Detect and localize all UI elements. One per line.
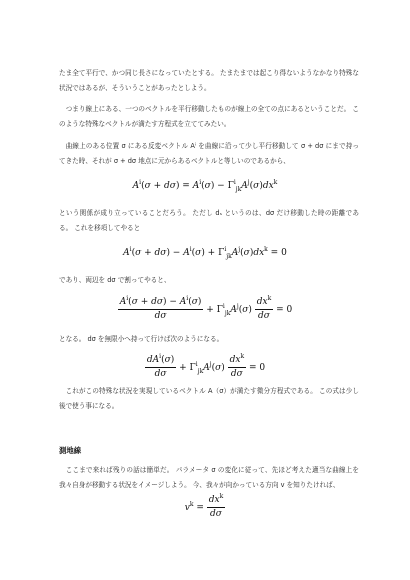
paragraph-5: であり、両辺を dσ で割ってやると、 bbox=[59, 276, 171, 284]
paragraph-4: という関係が成り立っていることだろう。 ただし dₛ というのは、dσ だけ移動した時の距離である。 これを移項してやると bbox=[59, 209, 359, 232]
paragraph-1: たま全て平行で、かつ同じ長さになっていたとする。 たまたまでは起こり得ないようなかなり特殊な状況ではあるが、そういうことがあったとしよう。 bbox=[59, 69, 359, 92]
section-heading: 測地線 bbox=[59, 446, 82, 455]
equation-velocity: $v^k$ = $\frac{dx^k}{d\sigma}$ bbox=[184, 493, 224, 519]
paragraph-8: ここまで来れば残りの話は簡単だ。 パラメータ σ の変化に従って、先ほど考えた適当な曲線上を我々自身が移動する状況をイメージしよう。 今、我々が向かっている方向 v を知りたければ、 bbox=[59, 466, 359, 489]
paragraph-2: つまり線上にある、一つのベクトルを平行移動したものが線上の全ての点にあるということだ。 このような特殊なベクトルが満たす方程式を立ててみたい。 bbox=[59, 105, 359, 128]
equation-differential: $\frac{dA^i(\sigma)}{d\sigma}$ + $\Gamma^i_{jk}A^j(\sigma)$ $\frac{dx^k}{d\sigma}$ = 0 bbox=[146, 353, 266, 379]
equation-rearranged: $A^i(\sigma + d\sigma) - A^i(\sigma) + \Gamma^i_{jk}A^j(\sigma)dx^k = 0$ bbox=[123, 246, 287, 260]
paragraph-6: となる。 dσ を無限小へ持って行けば次のようになる。 bbox=[59, 335, 224, 343]
equation-divided: $\frac{A^i(\sigma + d\sigma) - A^i(\sigma)}{d\sigma}$ + $\Gamma^i_{jk}A^j(\sigma)$ $\frac{dx^k}{d\sigma}$ = 0 bbox=[119, 295, 293, 321]
paragraph-7: これがこの特殊な状況を実現しているベクトル A（σ）が満たす微分方程式である。 この式は少し後で使う事になる。 bbox=[59, 387, 359, 410]
paragraph-3: 曲線上のある位置 σ にある反変ベクトル Aⁱ を曲線に沿って少し平行移動して σ + dσ にまで持ってきた時、それが σ + dσ 地点に元からあるベクトルと等しいのであるから、 bbox=[59, 142, 359, 165]
equation-parallel-transport: $A^i(\sigma + d\sigma) = A^i(\sigma) - \Gamma^i_{jk}A^j(\sigma)dx^k$ bbox=[132, 179, 278, 193]
